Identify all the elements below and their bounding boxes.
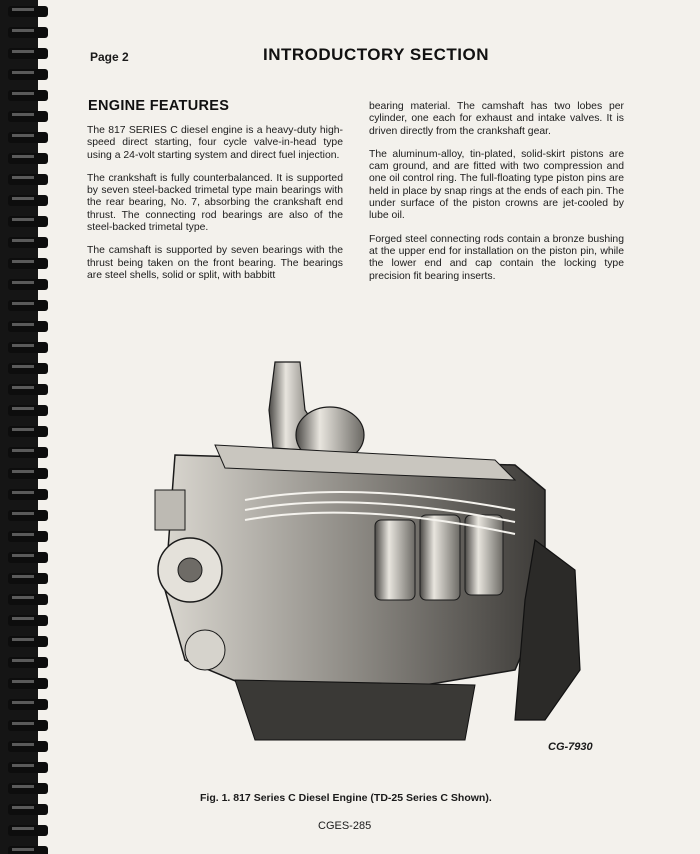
paragraph-camshaft: The camshaft is supported by seven bearings with the thrust being taken on the front bearing. The bearings are steel shells, solid or split, with babbitt xyxy=(87,245,343,281)
binding-coil-highlight xyxy=(12,113,34,116)
binding-coil-highlight xyxy=(12,50,34,53)
figure-caption: Fig. 1. 817 Series C Diesel Engine (TD-25 Series C Shown). xyxy=(200,792,492,804)
binding-coil-highlight xyxy=(12,470,34,473)
binding-coil-highlight xyxy=(12,491,34,494)
section-title: INTRODUCTORY SECTION xyxy=(263,45,489,64)
binding-coil-highlight xyxy=(12,155,34,158)
figure-code: CG-7930 xyxy=(548,741,593,753)
left-column xyxy=(87,125,343,293)
binding-coil-highlight xyxy=(12,617,34,620)
binding-coil-highlight xyxy=(12,680,34,683)
binding-coil-highlight xyxy=(12,365,34,368)
binding-coil-highlight xyxy=(12,176,34,179)
binding-coil-highlight xyxy=(12,722,34,725)
binding-coil-highlight xyxy=(12,449,34,452)
binding-coil-highlight xyxy=(12,239,34,242)
binding-coil-highlight xyxy=(12,281,34,284)
binding-coil-highlight xyxy=(12,827,34,830)
binding-coil-highlight xyxy=(12,575,34,578)
binding-coil-highlight xyxy=(12,302,34,305)
binding-coil-highlight xyxy=(12,134,34,137)
paragraph-camshaft-cont: bearing material. The camshaft has two lobes per cylinder, one each for exhaust and intake valves. It is driven directly from the crankshaft gear. xyxy=(369,101,624,137)
binding-coil-highlight xyxy=(12,344,34,347)
binding-coil-highlight xyxy=(12,764,34,767)
binding-coil-highlight xyxy=(12,554,34,557)
paragraph-crankshaft: The crankshaft is fully counterbalanced. It is supported by seven steel-backed trimetal type main bearings with the rear bearing, No. 7, absorbing the crankshaft end thrust. The connecting rod bearings are also of the steel-backed trimetal type. xyxy=(87,172,343,234)
binding-coil-highlight xyxy=(12,743,34,746)
binding-coil-highlight xyxy=(12,701,34,704)
binding-coil-highlight xyxy=(12,218,34,221)
binding-coil-highlight xyxy=(12,407,34,410)
article-heading: ENGINE FEATURES xyxy=(88,98,230,114)
paragraph-engine-type: The 817 SERIES C diesel engine is a heavy-duty high-speed direct starting, four cycle valve-in-head type using a 24-volt starting system and direct fuel injection. xyxy=(87,125,343,161)
binding-coil-highlight xyxy=(12,386,34,389)
binding-coil-highlight xyxy=(12,428,34,431)
binding-coil-highlight xyxy=(12,785,34,788)
binding-coil-highlight xyxy=(12,659,34,662)
binding-coil-highlight xyxy=(12,29,34,32)
engine-illustration xyxy=(95,340,615,745)
binding-coil-highlight xyxy=(12,512,34,515)
binding-coil-highlight xyxy=(12,197,34,200)
binding-coil-highlight xyxy=(12,806,34,809)
binding-coil-highlight xyxy=(12,533,34,536)
binding-coil-highlight xyxy=(12,71,34,74)
binding-coil-highlight xyxy=(12,848,34,851)
document-code: CGES-285 xyxy=(318,820,372,832)
right-column xyxy=(369,101,624,294)
paragraph-connecting-rods: Forged steel connecting rods contain a bronze bushing at the upper end for installation on the piston pin, while the lower end and cap contain the locking type precision fit bearing inserts. xyxy=(369,233,624,282)
binding-coil-highlight xyxy=(12,638,34,641)
page-label: Page 2 xyxy=(90,50,129,64)
binding-coil-highlight xyxy=(12,596,34,599)
binding-coil-highlight xyxy=(12,92,34,95)
binding-coil-highlight xyxy=(12,323,34,326)
binding-coil-highlight xyxy=(12,8,34,11)
paragraph-pistons: The aluminum-alloy, tin-plated, solid-skirt pistons are cam ground, and are fitted with two compression and one oil control ring. The full-floating type piston pins are held in place by snap rings at the ends of each pin. The under surface of the piston crowns are jet-cooled by lube oil. xyxy=(369,148,624,222)
binding-coil-highlight xyxy=(12,260,34,263)
